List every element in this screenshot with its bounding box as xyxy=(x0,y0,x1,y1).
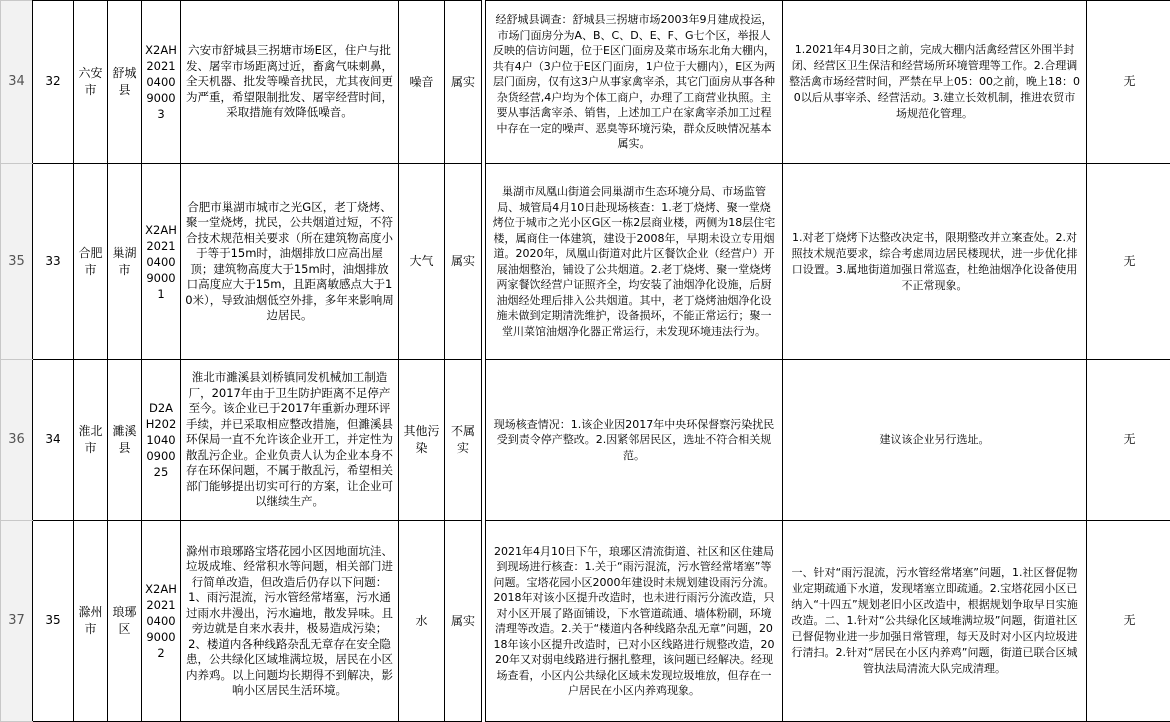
city-cell[interactable]: 合肥市 xyxy=(74,164,108,360)
row-header[interactable]: 37 xyxy=(1,521,33,722)
investigation-cell[interactable]: 经舒城县调查：舒城县三拐塘市场2003年9月建成投运，市场门面房分为A、B、C、D、E、F、G七个区，举报人反映的信访问题，位于E区门面房及菜市场东北角大棚内，共有4户（3户位于E区门面房，1户位于大棚内），E区为两层门面房，仅有这3户从事家禽宰杀，其它门面房从事各种杂货经营,4户均为个体工商户，办理了工商营业执照。主要从事活禽宰杀、销售，上述加工户在家禽宰杀加工过程中存在一定的噪声、恶臭等环境污染，群众反映情况基本属实。 xyxy=(486,1,783,164)
seq-cell[interactable]: 34 xyxy=(33,360,74,521)
county-cell[interactable]: 琅琊区 xyxy=(108,521,142,722)
complaint-content-cell[interactable]: 六安市舒城县三拐塘市场E区，住户与批发、屠宰市场距离过近，畜禽气味刺鼻，全天机器、批发等噪音扰民，尤其夜间更为严重，希望限制批发、屠宰经营时间，采取措施有效降低噪音。 xyxy=(181,1,399,164)
table-row xyxy=(1,360,1170,521)
city-cell[interactable]: 滁州市 xyxy=(74,521,108,722)
validity-cell[interactable]: 属实 xyxy=(445,1,482,164)
reply-cell[interactable]: 无 xyxy=(1087,164,1170,360)
pollution-type-cell[interactable]: 大气 xyxy=(399,164,445,360)
reply-cell[interactable]: 无 xyxy=(1087,360,1170,521)
validity-cell[interactable]: 不属实 xyxy=(445,360,482,521)
table-row xyxy=(1,164,1170,360)
seq-cell[interactable]: 32 xyxy=(33,1,74,164)
validity-cell[interactable]: 属实 xyxy=(445,164,482,360)
complaint-content-cell[interactable]: 淮北市濉溪县刘桥镇同发机械加工制造厂，2017年由于卫生防护距离不足停产至今。该企业已于2017年重新办理环评手续，并已采取相应整改措施，但濉溪县环保局一直不允许该企业开工，并定性为散乱污企业。企业负责人认为企业本身不存在环保问题，不属于散乱污，希望相关部门能够提出切实可行的方案，让企业可以继续生产。 xyxy=(181,360,399,521)
investigation-cell[interactable]: 现场核查情况：1.该企业因2017年中央环保督察污染扰民受到责令停产整改。2.因紧邻居民区，选址不符合相关规范。 xyxy=(486,360,783,521)
county-cell[interactable]: 濉溪县 xyxy=(108,360,142,521)
measures-cell[interactable]: 建议该企业另行选址。 xyxy=(783,360,1087,521)
pollution-type-cell[interactable]: 其他污染 xyxy=(399,360,445,521)
county-cell[interactable]: 舒城县 xyxy=(108,1,142,164)
seq-cell[interactable]: 33 xyxy=(33,164,74,360)
investigation-cell[interactable]: 2021年4月10日下午，琅琊区清流街道、社区和区住建局到现场进行核查：1.关于“雨污混流，污水管经常堵塞”等问题。宝塔花园小区2000年建设时未规划建设雨污分流。2018年对该小区提升改造时，也未进行雨污分流改造，只对小区开展了路面铺设，下水管道疏通、墙体粉刷，环境清理等改造。2.关于“楼道内各种线路杂乱无章”问题，2018年该小区提升改造时，已对小区线路进行规整改造，2020年又对弱电线路进行捆扎整理，该问题已经解决。经现场查看，小区内公共绿化区域未发现垃圾堆放，但存在一户居民在小区内养鸡现象。 xyxy=(486,521,783,722)
complaint-content-cell[interactable]: 滁州市琅琊路宝塔花园小区因地面坑洼、垃圾成堆、经常积水等问题，相关部门进行简单改造，但改造后仍存以下问题：1、雨污混流，污水管经常堵塞，污水通过雨水井漫出，污水遍地，散发异味。且旁边就是自来水表井，极易造成污染；2、楼道内各种线路杂乱无章存在安全隐患，公共绿化区域堆满垃圾，居民在小区内养鸡。以上问题均长期得不到解决，影响小区居民生活环境。 xyxy=(181,521,399,722)
complaint-content-cell[interactable]: 合肥市巢湖市城市之光G区，老丁烧烤、聚一堂烧烤，扰民，公共烟道过短，不符合技术规范相关要求（所在建筑物高度小于等于15m时，油烟排放口应高出屋顶；建筑物高度大于15m时，油烟排放口高度应大于15m，且距离敏感点大于10米），导致油烟低空外排，多年来影响周边居民。 xyxy=(181,164,399,360)
table-row xyxy=(1,521,1170,722)
reply-cell[interactable]: 无 xyxy=(1087,521,1170,722)
reply-cell[interactable]: 无 xyxy=(1087,1,1170,164)
pollution-type-cell[interactable]: 噪音 xyxy=(399,1,445,164)
measures-cell[interactable]: 一、针对“雨污混流，污水管经常堵塞”问题，1.社区督促物业定期疏通下水道，发现堵塞立即疏通。2.宝塔花园小区已纳入“十四五”规划老旧小区改造中，根据规划争取早日实施改造。二、1.针对“公共绿化区域堆满垃圾”问题，街道社区已督促物业进一步加强日常管理，每天及时对小区内垃圾进行清扫。2.针对“居民在小区内养鸡”问题，街道已联合区城管执法局清流大队完成清理。 xyxy=(783,521,1087,722)
row-header[interactable]: 35 xyxy=(1,164,33,360)
code-cell[interactable]: X2AH2021040090003 xyxy=(142,1,181,164)
city-cell[interactable]: 六安市 xyxy=(74,1,108,164)
validity-cell[interactable]: 属实 xyxy=(445,521,482,722)
measures-cell[interactable]: 1.对老丁烧烤下达整改决定书，限期整改并立案查处。2.对照技术规范要求，综合考虑周边居民楼现状，进一步优化排口设置。3.属地街道加强日常巡查，杜绝油烟净化设备使用不正常现象。 xyxy=(783,164,1087,360)
code-cell[interactable]: X2AH2021040090001 xyxy=(142,164,181,360)
county-cell[interactable]: 巢湖市 xyxy=(108,164,142,360)
row-header[interactable]: 36 xyxy=(1,360,33,521)
measures-cell[interactable]: 1.2021年4月30日之前，完成大棚内活禽经营区外围半封闭、经营区卫生保洁和经营场所环境管理等工作。2.合理调整活禽市场经营时间，严禁在早上05：00之前，晚上18：00以后从事宰杀、经营活动。3.建立长效机制，推进农贸市场规范化管理。 xyxy=(783,1,1087,164)
code-cell[interactable]: D2AH2021040090025 xyxy=(142,360,181,521)
seq-cell[interactable]: 35 xyxy=(33,521,74,722)
code-cell[interactable]: X2AH2021040090002 xyxy=(142,521,181,722)
city-cell[interactable]: 淮北市 xyxy=(74,360,108,521)
table-row xyxy=(1,1,1170,164)
pollution-type-cell[interactable]: 水 xyxy=(399,521,445,722)
investigation-cell[interactable]: 巢湖市凤凰山街道会同巢湖市生态环境分局、市场监管局、城管局4月10日赴现场核查：1.老丁烧烤、聚一堂烧烤位于城市之光小区G区一栋2层商业楼，两侧为18层住宅楼，属商住一体建筑，建设于2008年，早期未设立专用烟道。2020年，凤凰山街道对此片区餐饮企业（经营户）开展油烟整治，铺设了公共烟道。2.老丁烧烤、聚一堂烧烤两家餐饮经营户证照齐全，均安装了油烟净化设施，后厨油烟经处理后排入公共烟道。其中，老丁烧烤油烟净化设施未做到定期清洗维护，设备损坏，不能正常运行；聚一堂川菜馆油烟净化器正常运行，未发现环境违法行为。 xyxy=(486,164,783,360)
row-header[interactable]: 34 xyxy=(1,1,33,164)
